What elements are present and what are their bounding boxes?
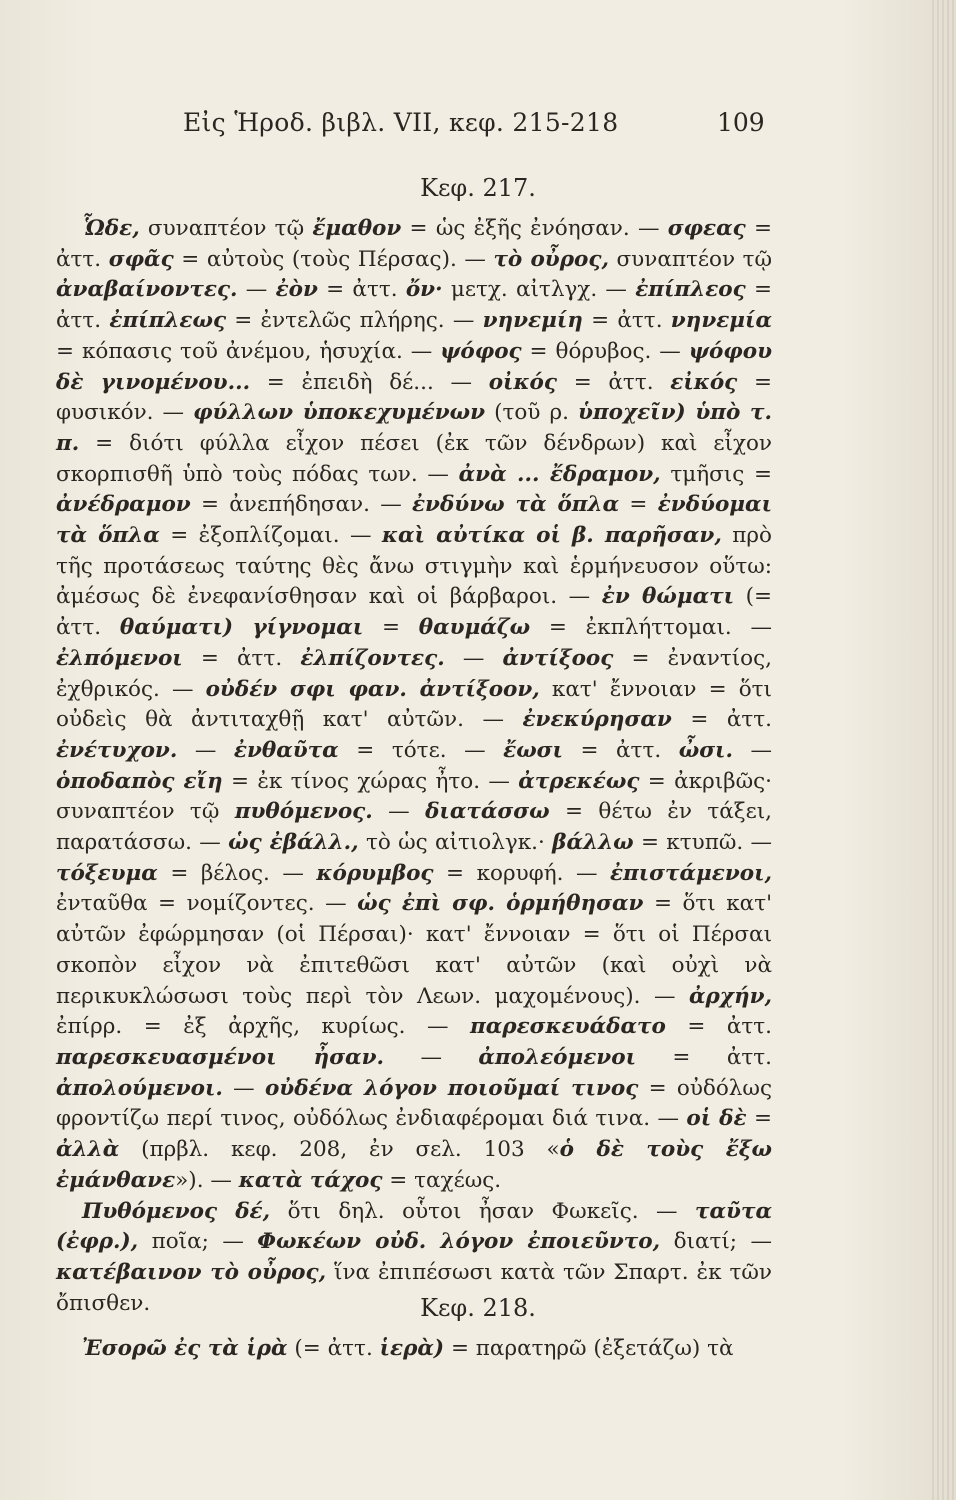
headword: Ὧδε, <box>82 216 140 241</box>
page-header <box>0 108 956 142</box>
gloss-text: = ἀττ. <box>317 277 406 303</box>
gloss-text: = ἀνεπήδησαν. — <box>190 492 412 518</box>
gloss-text: (πρβλ. κεφ. 208, ἐν σελ. 103 « <box>119 1137 560 1163</box>
headword: ἔωσι <box>503 737 563 763</box>
headword: πυθόμενος. <box>234 799 373 825</box>
headword: οἱ δὲ <box>686 1106 747 1132</box>
running-head: Εἰς Ἡροδ. βιβλ. VII, κεφ. 215-218 <box>183 108 619 137</box>
headword: ἐλπίζοντες. <box>300 645 445 671</box>
gloss-text: ἐνταῦθα = νομίζοντες. — <box>56 891 358 917</box>
headword: ταῦτα (ἐφρ.), <box>56 1198 772 1255</box>
gloss-text: — <box>372 799 426 825</box>
gloss-text: = τότε. — <box>338 737 504 763</box>
headword: καὶ αὐτίκα οἱ β. παρῆσαν, <box>381 523 722 549</box>
headword: ἔμαθον <box>312 216 402 241</box>
headword: ἐὸν <box>275 277 318 303</box>
gloss-text: = ἀττ. <box>182 645 301 671</box>
headword: θαύματι) γίγνομαι <box>119 615 364 641</box>
headword: κόρυμβος <box>316 860 434 886</box>
gloss-text: = διότι φύλλα εἶχον πέσει (ἐκ τῶν δένδρων) καὶ εἶχον σκορπισθῆ ὑπὸ τοὺς πόδας των. — <box>56 430 772 487</box>
headword: Πυθόμενος δέ, <box>82 1198 271 1224</box>
headword: ὡς ἐπὶ σφ. ὁρμήθησαν <box>357 891 644 917</box>
gloss-text: διατί; — <box>660 1229 772 1255</box>
headword: ὑποχεῖν) ὑπὸ τ. π. <box>56 400 772 456</box>
headword: ἐνθαῦτα <box>233 737 339 763</box>
gloss-text: = ἀττ. <box>582 308 671 334</box>
headword: εἰκός <box>670 369 738 395</box>
gloss-text: = κορυφή. — <box>433 860 610 886</box>
gloss-text: πρὸ τῆς προτάσεως ταύτης θὲς ἄνω στιγμὴν καὶ ἑρμήνευσον οὕτω: ἀμέσως δὲ ἐνεφανίσθησαν καὶ οἱ βάρβαροι. — <box>56 523 772 610</box>
page-edge <box>932 0 956 1500</box>
gloss-text: — <box>222 1075 265 1101</box>
gloss-text: = ἀττ. <box>665 1014 772 1040</box>
headword: ὡς ἐβάλλ., <box>228 830 359 856</box>
chapter-217-title: Κεφ. 217. <box>420 174 536 202</box>
headword: ψόφου δὲ γινομένου... <box>56 338 772 395</box>
chapter-217-body <box>56 214 772 1319</box>
headword: ὄν· <box>405 277 443 303</box>
headword: Φωκέων οὐδ. λόγον ἐποιεῦντο, <box>257 1229 661 1255</box>
headword: ἀνὰ ... ἔδραμον, <box>458 461 661 487</box>
headword: ἀπολούμενοι. <box>56 1075 223 1101</box>
gloss-text: = φυσικόν. — <box>56 369 772 426</box>
headword: ὁ δὲ τοὺς ἔξω ἐμάνθανε <box>56 1137 772 1193</box>
gloss-text: (= ἀττ. <box>287 1336 380 1361</box>
gloss-text: = ἐντελῶς πλήρης. — <box>226 308 483 334</box>
gloss-text: — <box>237 277 276 303</box>
headword: ἐπιστάμενοι, <box>609 860 772 886</box>
chapter-218-title: Κεφ. 218. <box>420 1294 536 1322</box>
gloss-text: = ἀκριβῶς· συναπτέον τῷ <box>56 768 773 825</box>
headword: ἀρχήν, <box>688 983 772 1009</box>
headword: ἀντίξοος <box>502 645 614 671</box>
headword: ἱερὰ) <box>379 1336 445 1361</box>
headword: ἐνδύνω τὰ ὅπλα <box>411 492 620 518</box>
headword: ἀτρεκέως <box>518 768 640 794</box>
headword: νηνεμίη <box>482 308 583 334</box>
headword: ἐνδύομαι τὰ ὅπλα <box>56 492 772 549</box>
gloss-text: τὸ ὡς αἰτιολγκ.· <box>358 830 553 856</box>
gloss-text: = ἀττ. <box>562 737 679 763</box>
gloss-text: = ἐκπλήττομαι. — <box>530 615 772 641</box>
gloss-text: μετχ. αἰτλγχ. — <box>442 277 636 303</box>
gloss-text: = κόπασις τοῦ ἀνέμου, ἡσυχία. — <box>56 338 441 364</box>
headword: ἐνέτυχον. <box>56 737 178 763</box>
headword: ἐπίπλεως <box>109 308 227 334</box>
gloss-text: = ἐναντίος, ἐχθρικός. — <box>56 645 772 702</box>
headword: σφεας <box>667 216 746 241</box>
gloss-text: συναπτέον τῷ <box>139 216 313 241</box>
gloss-text: = ταχέως. <box>382 1167 502 1193</box>
gloss-text: — <box>732 737 772 763</box>
gloss-text: συναπτέον τῷ <box>608 246 773 272</box>
headword: ἐπίπλεος <box>635 277 746 303</box>
gloss-text: — <box>444 645 503 671</box>
gloss-text: = κτυπῶ. — <box>633 830 773 856</box>
headword: ἀναβαίνοντες. <box>56 277 238 303</box>
gloss-text: = ἀττ. <box>56 216 772 272</box>
gloss-text: = ἐξοπλίζομαι. — <box>159 523 382 549</box>
gloss-text: »). — <box>175 1167 239 1193</box>
headword: παρεσκευασμένοι ἦσαν. <box>56 1044 384 1070</box>
gloss-text: ποῖα; — <box>138 1229 258 1255</box>
gloss-text: = ἀττ. <box>557 369 671 395</box>
gloss-text: = ὅτι κατ' αὐτῶν ἐφώρμησαν (οἱ Πέρσαι)· κατ' ἔννοιαν = ὅτι οἱ Πέρσαι σκοπὸν εἶχον νὰ ἐπιτεθῶσι κατ' αὐτῶν (καὶ οὐχὶ νὰ περικυκλώσωσι τοὺς περὶ τὸν Λεων. μαχομένους). — <box>56 891 773 1009</box>
gloss-text: = ἀττ. <box>635 1044 773 1070</box>
gloss-text: = <box>619 492 658 518</box>
headword: παρεσκευάδατο <box>470 1014 666 1040</box>
headword: ἀνέδραμον <box>56 492 191 518</box>
headword: Ἐσορῶ ἐς τὰ ἱρὰ <box>82 1336 288 1361</box>
gloss-text: = θόρυβος. — <box>521 338 689 364</box>
gloss-text: = ἐκ τίνος χώρας ἦτο. — <box>222 768 519 794</box>
chapter-218-body <box>56 1334 772 1365</box>
headword: τὸ οὖρος, <box>493 246 609 272</box>
gloss-text: = ἐπειδὴ δέ... — <box>250 369 489 395</box>
chapter-218-paragraph-1 <box>56 1334 772 1365</box>
gloss-text: = θέτω ἐν τάξει, παρατάσσω. — <box>56 799 772 856</box>
gloss-text: = παρατηρῶ (ἐξετάζω) τὰ <box>444 1336 734 1361</box>
gloss-text: ὅτι δηλ. οὗτοι ἦσαν Φωκεῖς. — <box>270 1198 696 1224</box>
gloss-text: = <box>746 1106 772 1132</box>
gloss-text: = <box>363 615 419 641</box>
headword: φύλλων ὑποκεχυμένων <box>193 400 486 426</box>
headword: ὦσι. <box>678 737 733 763</box>
gloss-text: = αὐτοὺς (τοὺς Πέρσας). — <box>173 246 494 272</box>
headword: ἐνεκύρησαν <box>522 707 672 733</box>
gloss-text: — <box>177 737 234 763</box>
headword: οὐδέν σφι φαν. ἀντίξοον, <box>205 676 540 702</box>
gloss-text: = οὐδόλως φροντίζω περί τινος, οὐδόλως ἐνδιαφέρομαι διά τινα. — <box>56 1075 772 1132</box>
headword: ψόφος <box>440 338 522 364</box>
headword: διατάσσω <box>425 799 550 825</box>
gloss-text: κατ' ἔννοιαν = ὅτι οὐδεὶς θὰ ἀντιταχθῇ κατ' αὐτῶν. — <box>56 676 772 733</box>
headword: τόξευμα <box>56 860 158 886</box>
headword: βάλλω <box>552 830 634 856</box>
headword: θαυμάζω <box>418 615 531 641</box>
gloss-text: = ἀττ. <box>671 707 772 733</box>
headword: ἐν θώματι <box>601 584 734 610</box>
headword: ἐλπόμενοι <box>56 645 183 671</box>
headword: οὐδένα λόγον ποιοῦμαί τινος <box>264 1075 639 1101</box>
headword: ὁποδαπὸς εἴη <box>56 768 223 794</box>
gloss-text: = βέλος. — <box>157 860 317 886</box>
headword: κατέβαινον τὸ οὖρος, <box>56 1259 327 1285</box>
gloss-text: (= ἀττ. <box>56 584 772 641</box>
gloss-text: τμῆσις = <box>660 461 772 487</box>
headword: οἰκός <box>488 369 557 395</box>
headword: νηνεμία <box>670 308 772 334</box>
headword: σφᾶς <box>108 246 174 272</box>
gloss-text: — <box>384 1044 479 1070</box>
headword: ἀπολεόμενοι <box>478 1044 636 1070</box>
headword: κατὰ τάχος <box>238 1167 383 1193</box>
chapter-217-paragraph-1 <box>56 214 772 1197</box>
gloss-text: ἐπίρρ. = ἐξ ἀρχῆς, κυρίως. — <box>56 1014 470 1040</box>
page-number: 109 <box>717 108 765 137</box>
gloss-text: (τοῦ ρ. <box>485 400 578 426</box>
gloss-text: = ὡς ἐξῆς ἐνόησαν. — <box>401 216 668 241</box>
gloss-text: = ἀττ. <box>56 277 772 334</box>
headword: ἀλλὰ <box>56 1137 120 1163</box>
gloss-text: ἵνα ἐπιπέσωσι κατὰ τῶν Σπαρτ. ἐκ τῶν ὄπισθεν. <box>56 1259 772 1316</box>
